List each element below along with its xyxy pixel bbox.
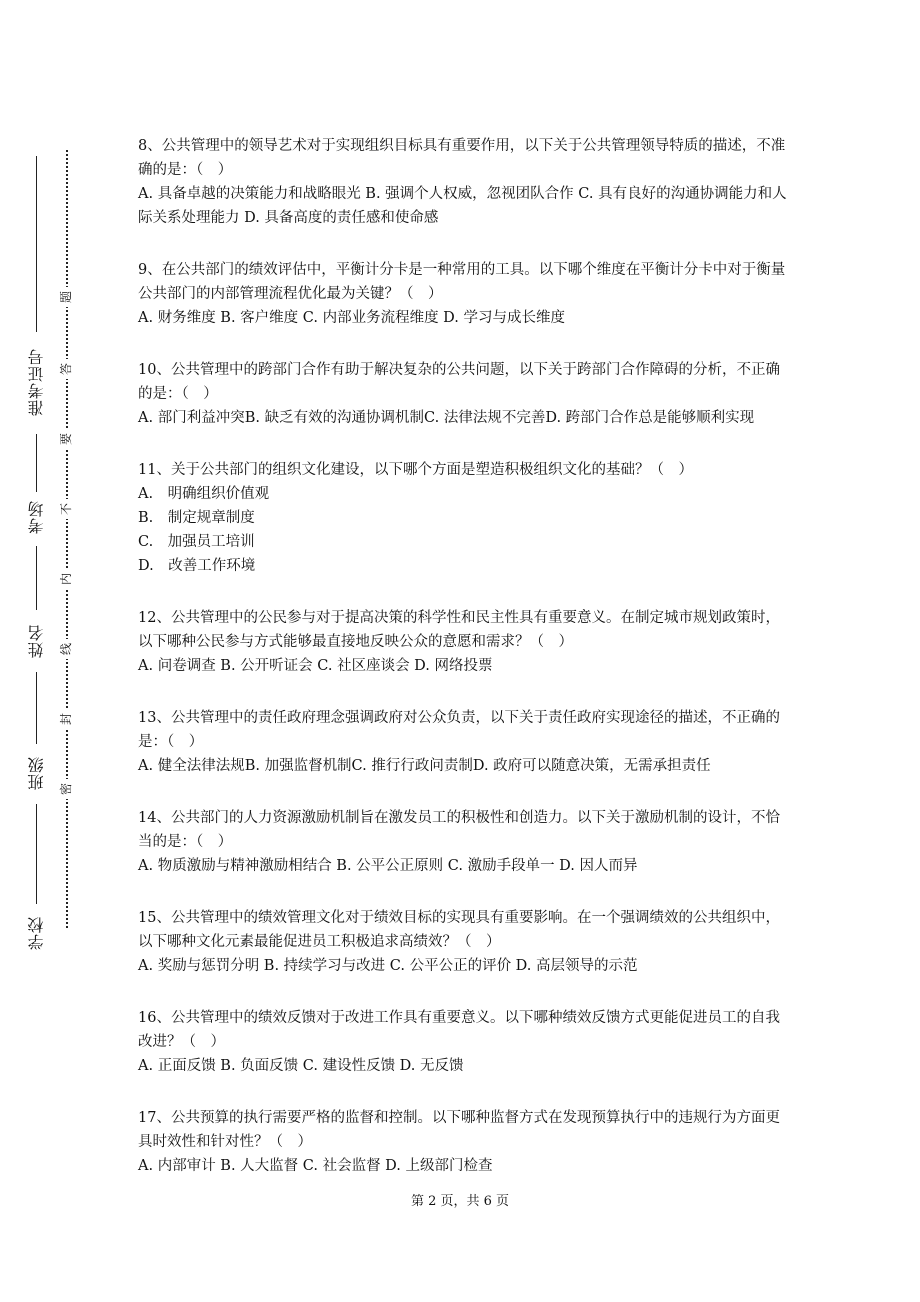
question-options: A. 奖励与惩罚分明 B. 持续学习与改进 C. 公平公正的评价 D. 高层领导的示范: [138, 958, 638, 974]
question-17: [138, 1106, 788, 1178]
seal-char: 密: [59, 779, 73, 799]
question-options: A. 部门利益冲突B. 缺乏有效的沟通协调机制C. 法律法规不完善D. 跨部门合作总是能够顺利实现: [138, 410, 755, 426]
fill-line: [36, 804, 37, 904]
seal-char: 封: [59, 709, 73, 729]
fill-line: [36, 434, 37, 492]
fill-line: [36, 546, 37, 610]
question-10: [138, 358, 788, 430]
option-c: C. 加强员工培训: [138, 534, 255, 550]
question-16: [138, 1006, 788, 1078]
question-11: [138, 458, 788, 578]
question-stem: 11、关于公共部门的组织文化建设，以下哪个方面是塑造积极组织文化的基础？（ ）: [138, 462, 693, 478]
seal-char: 要: [59, 429, 73, 449]
question-options: A. 正面反馈 B. 负面反馈 C. 建设性反馈 D. 无反馈: [138, 1058, 464, 1074]
question-stem: 12、公共管理中的公民参与对于提高决策的科学性和民主性具有重要意义。在制定城市规划政策时，以下哪种公民参与方式能够最直接地反映公众的意愿和需求？（ ）: [138, 610, 780, 650]
question-stem: 16、公共管理中的绩效反馈对于改进工作具有重要意义。以下哪种绩效反馈方式更能促进员工的自我改进？（ ）: [138, 1010, 780, 1050]
question-options: A. 健全法律法规B. 加强监督机制C. 推行行政问责制D. 政府可以随意决策，无需承担责任: [138, 758, 711, 774]
option-a: A. 明确组织价值观: [138, 486, 270, 502]
question-15: [138, 906, 788, 978]
question-options: A. 内部审计 B. 人大监督 C. 社会监督 D. 上级部门检查: [138, 1158, 493, 1174]
fill-line: [36, 672, 37, 744]
question-14: [138, 806, 788, 878]
page-number: 第 2 页，共 6 页: [410, 1194, 510, 1209]
question-stem: 15、公共管理中的绩效管理文化对于绩效目标的实现具有重要影响。在一个强调绩效的公共组织中，以下哪种文化元素最能促进员工积极追求高绩效？（ ）: [138, 910, 780, 950]
question-9: [138, 258, 788, 330]
seal-char: 线: [59, 639, 73, 659]
fill-line: [36, 156, 37, 332]
question-list: [138, 134, 788, 1206]
name-label: 姓名: [27, 624, 46, 658]
seal-char: 内: [59, 569, 73, 589]
question-stem: 14、公共部门的人力资源激励机制旨在激发员工的积极性和创造力。以下关于激励机制的设计，不恰当的是：（ ）: [138, 810, 780, 850]
seal-char: 不: [59, 499, 73, 519]
seal-char: 题: [59, 287, 73, 307]
seal-dotted-line: [66, 150, 68, 928]
question-stem: 13、公共管理中的责任政府理念强调政府对公众负责，以下关于责任政府实现途径的描述，不正确的是：（ ）: [138, 710, 780, 750]
question-stem: 9、在公共部门的绩效评估中，平衡计分卡是一种常用的工具。以下哪个维度在平衡计分卡中对于衡量公共部门的内部管理流程优化最为关键？（ ）: [138, 262, 786, 302]
option-b: B. 制定规章制度: [138, 510, 255, 526]
option-d: D. 改善工作环境: [138, 558, 256, 574]
class-label: 班级: [27, 756, 46, 790]
seal-margin: [0, 0, 110, 1302]
seal-char: 答: [59, 359, 73, 379]
question-options: A. 财务维度 B. 客户维度 C. 内部业务流程维度 D. 学习与成长维度: [138, 310, 566, 326]
question-stem: 17、公共预算的执行需要严格的监督和控制。以下哪种监督方式在发现预算执行中的违规行为方面更具时效性和针对性？（ ）: [138, 1110, 780, 1150]
question-12: [138, 606, 788, 678]
exam-room-label: 考场: [27, 500, 46, 534]
exam-id-label: 准考证号: [27, 348, 46, 416]
question-options: A. 问卷调查 B. 公开听证会 C. 社区座谈会 D. 网络投票: [138, 658, 493, 674]
question-13: [138, 706, 788, 778]
question-8: [138, 134, 788, 230]
question-stem: 8、公共管理中的领导艺术对于实现组织目标具有重要作用，以下关于公共管理领导特质的描述，不准确的是：（ ）: [138, 138, 786, 178]
question-options: A. 物质激励与精神激励相结合 B. 公平公正原则 C. 激励手段单一 D. 因人而异: [138, 858, 638, 874]
school-label: 学校: [27, 916, 46, 950]
question-stem: 10、公共管理中的跨部门合作有助于解决复杂的公共问题，以下关于跨部门合作障碍的分析，不正确的是：（ ）: [138, 362, 780, 402]
question-options: A. 具备卓越的决策能力和战略眼光 B. 强调个人权威，忽视团队合作 C. 具有良好的沟通协调能力和人际关系处理能力 D. 具备高度的责任感和使命感: [138, 186, 787, 226]
